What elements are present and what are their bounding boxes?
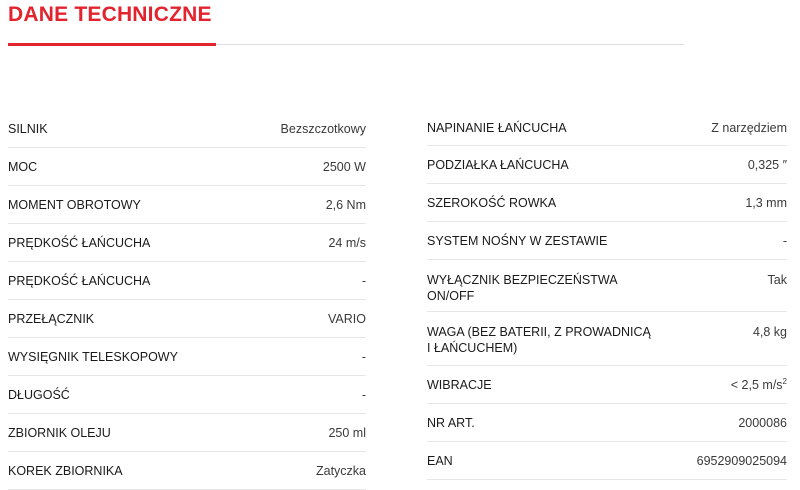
spec-value: 4,8 kg (752, 325, 787, 339)
spec-row (8, 452, 366, 490)
spec-label: NR ART. (427, 415, 475, 430)
spec-value: - (361, 273, 366, 288)
spec-label: PRZEŁĄCZNIK (8, 311, 95, 326)
spec-row (8, 300, 366, 338)
spec-value: Tak (767, 273, 787, 287)
specs-right-column (427, 110, 787, 480)
spec-label: SYSTEM NOŚNY W ZESTAWIE (427, 233, 608, 248)
spec-value-text: < 2,5 m/s (730, 377, 783, 392)
spec-value: 6952909025094 (696, 453, 787, 468)
title-divider (8, 44, 684, 45)
unit-superscript: 2 (782, 376, 787, 386)
spec-value: 2500 W (322, 159, 366, 174)
spec-label: MOMENT OBROTOWY (8, 197, 141, 212)
spec-value: - (782, 233, 787, 248)
spec-label: NAPINANIE ŁAŃCUCHA (427, 120, 567, 135)
spec-row (427, 366, 787, 404)
specs-left-column (8, 110, 366, 490)
spec-label: PRĘDKOŚĆ ŁAŃCUCHA (8, 235, 151, 250)
spec-value: 2,6 Nm (325, 197, 366, 212)
spec-label: PRĘDKOŚĆ ŁAŃCUCHA (8, 273, 151, 288)
spec-row (427, 184, 787, 222)
spec-row (8, 186, 366, 224)
section-title: DANE TECHNICZNE (8, 3, 212, 26)
spec-row (427, 146, 787, 184)
spec-label: EAN (427, 453, 453, 468)
spec-row (427, 260, 787, 312)
spec-value: 24 m/s (328, 235, 366, 250)
spec-label: SILNIK (8, 121, 48, 136)
spec-row (427, 312, 787, 366)
spec-row (427, 222, 787, 260)
spec-row (8, 376, 366, 414)
spec-label: SZEROKOŚĆ ROWKA (427, 195, 557, 210)
spec-value: Zatyczka (315, 463, 366, 478)
spec-label: PODZIAŁKA ŁAŃCUCHA (427, 157, 569, 172)
spec-row (8, 338, 366, 376)
spec-row (8, 262, 366, 300)
spec-value: Bezszczotkowy (280, 121, 366, 136)
spec-value: - (361, 387, 366, 402)
spec-row (427, 110, 787, 146)
spec-label: WAGA (BEZ BATERII, Z PROWADNICĄ I ŁAŃCUCHEM) (427, 325, 651, 355)
spec-label: MOC (8, 159, 38, 174)
spec-label: WYŁĄCZNIK BEZPIECZEŃSTWA ON/OFF (427, 273, 617, 303)
spec-value: VARIO (328, 311, 366, 326)
spec-value: 0,325 ″ (747, 157, 787, 172)
spec-row (8, 224, 366, 262)
spec-label: WYSIĘGNIK TELESKOPOWY (8, 349, 178, 364)
spec-row (427, 404, 787, 442)
spec-row (8, 148, 366, 186)
spec-row (427, 442, 787, 480)
spec-row (8, 414, 366, 452)
spec-value: - (361, 349, 366, 364)
spec-row (8, 110, 366, 148)
spec-value: 1,3 mm (745, 195, 787, 210)
spec-label: ZBIORNIK OLEJU (8, 425, 111, 440)
spec-value: 2000086 (738, 415, 787, 430)
spec-value: Z narzędziem (711, 120, 787, 135)
spec-value: 250 ml (328, 425, 366, 440)
spec-label: KOREK ZBIORNIKA (8, 463, 123, 478)
spec-label: WIBRACJE (427, 377, 492, 392)
title-accent-bar (8, 43, 216, 46)
spec-value (731, 377, 787, 393)
specs-header (8, 0, 684, 45)
spec-label: DŁUGOŚĆ (8, 387, 70, 402)
